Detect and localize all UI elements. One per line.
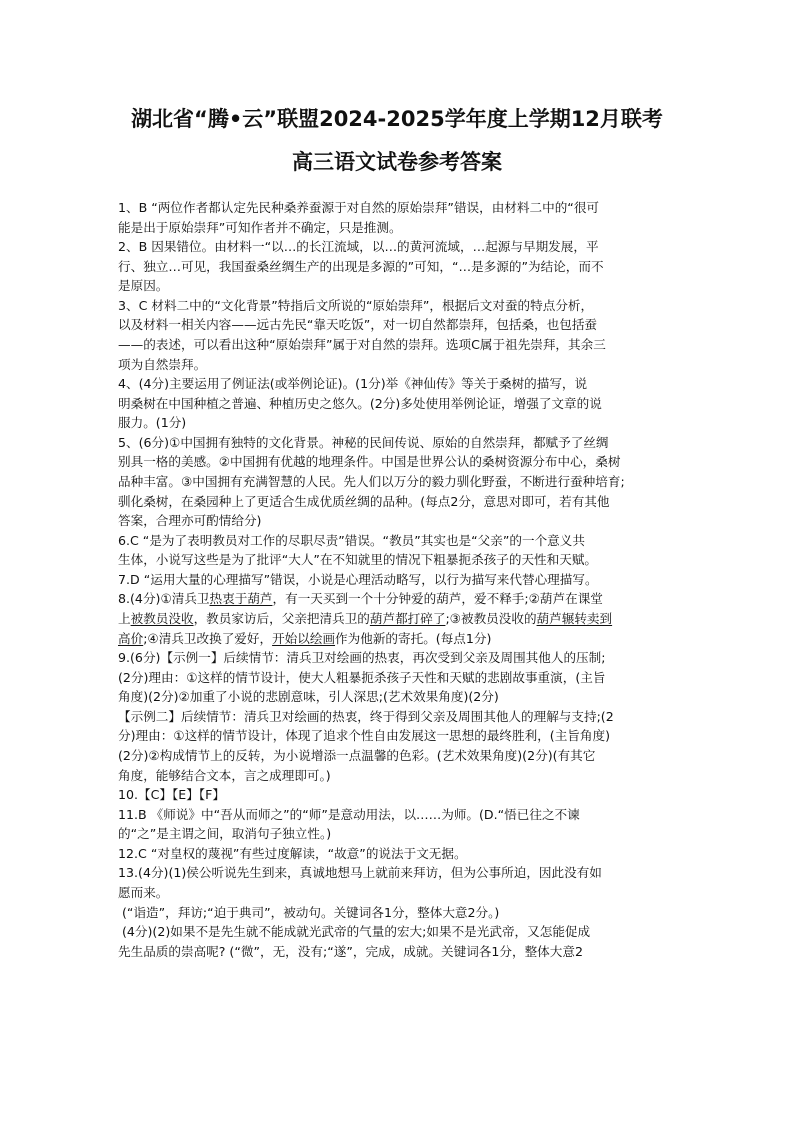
answer-line xyxy=(118,826,683,842)
text-segment: 能是出于原始崇拜”可知作者并不确定，只是推测。 xyxy=(118,219,402,235)
text-segment: 角度，能够结合文本，言之成理即可。) xyxy=(118,767,331,783)
text-segment: 10.【C】【E】【F】 xyxy=(118,787,225,803)
text-segment: 生体，小说写这些是为了批评“大人”在不知就里的情况下粗暴扼杀孩子的天性和天赋。 xyxy=(118,552,598,568)
answer-line xyxy=(118,807,683,823)
text-segment: (“诣造”，拜访;“迫于典司”，被动句。关键词各1分，整体大意2分。) xyxy=(122,904,500,920)
answer-line xyxy=(118,376,683,392)
answer-line xyxy=(118,474,683,490)
text-segment: 答案，合理亦可酌情给分) xyxy=(118,513,262,529)
answer-line xyxy=(118,552,683,568)
text-segment: 以及材料一相关内容——远古先民“靠天吃饭”，对一切自然都崇拜，包括桑，也包括蚕 xyxy=(118,317,598,333)
text-segment: 6.C “是为了表明教员对工作的尽职尽责”错误。“教员”其实也是“父亲”的一个意义共 xyxy=(118,532,585,548)
text-segment: 驯化桑树，在桑园种上了更适合生成优质丝绸的品种。(每点2分，意思对即可，若有其他 xyxy=(118,493,610,509)
answer-line xyxy=(118,611,683,627)
answer-line xyxy=(118,885,683,901)
answer-line xyxy=(118,337,683,353)
text-segment: 品种丰富。③中国拥有充满智慧的人民。先人们以万分的毅力驯化野蚕，不断进行蚕种培育; xyxy=(118,474,625,489)
text-segment: 行、独立…可见，我国蚕桑丝绸生产的出现是多源的”可知，“…是多源的”为结论，而不 xyxy=(118,258,604,274)
text-segment: 9.(6分)【示例一】后续情节：清兵卫对绘画的热衷，再次受到父亲及周围其他人的压制; xyxy=(118,650,606,666)
answer-line xyxy=(118,220,683,236)
answer-line xyxy=(118,865,683,881)
document-title: 湖北省“腾•云”联盟2024-2025学年度上学期12月联考 xyxy=(131,107,663,131)
answer-line xyxy=(122,905,687,921)
underlined-phrase: 高价 xyxy=(118,630,144,646)
text-segment: 分)理由：①这样的情节设计，体现了追求个性自由发展这一思想的最终胜利，(主旨角度) xyxy=(118,728,610,744)
underlined-phrase: 热衷于葫芦 xyxy=(209,591,273,607)
document-subtitle: 高三语文试卷参考答案 xyxy=(292,150,502,174)
answer-line xyxy=(122,924,687,940)
text-segment: ——的表述，可以看出这种“原始崇拜”属于对自然的崇拜。选项C属于祖先崇拜，其余三 xyxy=(118,337,606,352)
text-segment: (4分)(2)如果不是先生就不能成就光武帝的气量的宏大;如果不是光武帝，又怎能促成 xyxy=(122,924,591,940)
text-segment: 服力。(1分) xyxy=(118,415,187,431)
answer-line xyxy=(118,533,683,549)
answer-line xyxy=(118,944,683,960)
underlined-phrase: 葫芦都打碎了 xyxy=(369,611,446,626)
text-segment: 3、C 材料二中的“文化背景”特指后文所说的“原始崇拜”，根据后文对蚕的特点分析， xyxy=(118,297,594,313)
text-segment: (2分)②构成情节上的反转，为小说增添一点温馨的色彩。(艺术效果角度)(2分)(有其它 xyxy=(118,748,596,763)
text-segment: ;④清兵卫改换了爱好， xyxy=(143,630,273,646)
answer-line xyxy=(118,572,683,588)
text-segment: 角度)(2分)②加重了小说的悲剧意味，引人深思;(艺术效果角度)(2分) xyxy=(118,689,499,705)
text-segment: 8.(4分)①清兵卫 xyxy=(118,591,210,607)
answer-line xyxy=(118,239,683,255)
answer-line xyxy=(118,396,683,412)
text-segment: ，有一天买到一个十分钟爱的葫芦，爱不释手;②葫芦在课堂 xyxy=(272,591,603,607)
text-segment: 愿而来。 xyxy=(118,885,169,900)
text-segment: 11.B 《师说》中“吾从而师之”的“师”是意动用法，以……为师。(D.“悟已往之不谏 xyxy=(118,806,580,822)
underlined-phrase: 开始以绘画 xyxy=(272,630,336,646)
answer-line xyxy=(118,494,683,510)
answer-line xyxy=(118,454,683,470)
text-segment: ，教员家访后，父亲把清兵卫的 xyxy=(193,611,370,626)
text-segment: 先生品质的崇高呢? (“微”，无，没有;“遂”，完成，成就。关键词各1分，整体大意2 xyxy=(118,943,583,959)
answer-line xyxy=(118,689,683,705)
answer-line xyxy=(118,709,683,725)
text-segment: 7.D “运用大量的心理描写”错误，小说是心理活动略写，以行为描写来代替心理描写。 xyxy=(118,571,598,587)
answer-line xyxy=(118,846,683,862)
text-segment: 12.C “对皇权的蔑视”有些过度解读，“故意”的说法于文无据。 xyxy=(118,845,467,861)
answer-line xyxy=(118,357,683,373)
text-segment: 是原因。 xyxy=(118,278,169,294)
answer-line xyxy=(118,317,683,333)
answer-line xyxy=(118,298,683,314)
answer-line xyxy=(118,591,683,607)
answer-line xyxy=(118,670,683,686)
text-segment: 作为他新的寄托。(每点1分) xyxy=(335,630,492,646)
answer-line xyxy=(118,768,683,784)
answer-line xyxy=(118,728,683,744)
text-segment: 2、B 因果错位。由材料一“以…的长江流域，以…的黄河流域，…起源与早期发展，平 xyxy=(118,239,599,255)
text-segment: 上 xyxy=(118,611,131,626)
answer-line xyxy=(118,415,683,431)
answer-line xyxy=(118,259,683,275)
answer-line xyxy=(118,513,683,529)
text-segment: 项为自然崇拜。 xyxy=(118,356,207,372)
text-segment: 4、(4分)主要运用了例证法(或举例论证)。(1分)举《神仙传》等关于桑树的描写，说 xyxy=(118,376,588,392)
text-segment: 的“之”是主谓之间，取消句子独立性。) xyxy=(118,826,332,842)
text-segment: 1、B “两位作者都认定先民种桑养蚕源于对自然的原始崇拜”错误，由材料二中的“很可 xyxy=(118,200,600,215)
text-segment: (2分)理由：①这样的情节设计，使大人粗暴扼杀孩子天性和天赋的悲剧故事重演，(主旨 xyxy=(118,669,606,685)
answer-line xyxy=(118,787,683,803)
underlined-phrase: 被教员没收 xyxy=(130,611,194,626)
answer-line xyxy=(118,748,683,764)
text-segment: 13.(4分)(1)侯公听说先生到来，真诚地想马上就前来拜访，但为公事所迫，因此没有如 xyxy=(118,865,602,881)
text-segment: 明桑树在中国种植之普遍、种植历史之悠久。(2分)多处使用举例论证，增强了文章的说 xyxy=(118,395,602,411)
answer-line xyxy=(118,650,683,666)
text-segment: 5、(6分)①中国拥有独特的文化背景。神秘的民间传说、原始的自然崇拜，都赋予了丝绸 xyxy=(118,434,609,450)
underlined-phrase: 葫芦辗转卖到 xyxy=(536,611,613,626)
text-segment: 【示例二】后续情节：清兵卫对绘画的热衷，终于得到父亲及周围其他人的理解与支持;(2 xyxy=(118,708,614,724)
text-segment: 别具一格的美感。②中国拥有优越的地理条件。中国是世界公认的桑树资源分布中心，桑树 xyxy=(118,454,621,470)
text-segment: ;③被教员没收的 xyxy=(445,611,537,626)
answer-line xyxy=(118,435,683,451)
answer-line xyxy=(118,278,683,294)
answer-line xyxy=(118,200,683,216)
answer-line xyxy=(118,631,683,647)
